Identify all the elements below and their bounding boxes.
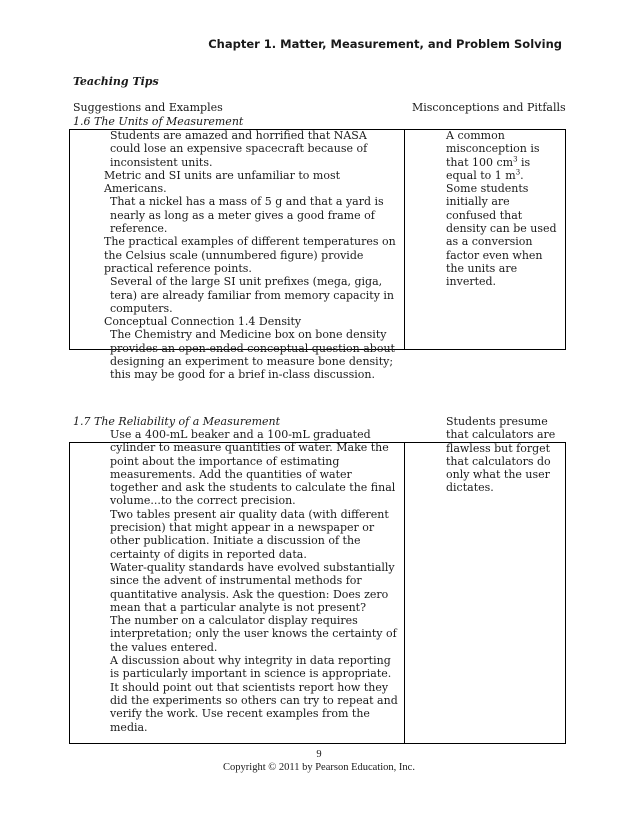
section-title-1-7: 1.7 The Reliability of a Measurement	[73, 415, 281, 428]
pitfall-item: Some students initially are confused that density can be used as a conversion factor even when the units are inverted.	[446, 182, 557, 289]
pitfall-item: Students presume that calculators are flawless but forget that calculators do only what the user dictates.	[446, 415, 556, 495]
suggestion-item: The practical examples of different temperatures on the Celsius scale (unnumbered figure) provide practical reference points.	[104, 235, 396, 275]
column-divider	[404, 443, 405, 743]
column-divider	[404, 130, 405, 349]
copyright-notice: Copyright © 2011 by Pearson Education, Inc.	[223, 762, 415, 773]
suggestion-item: That a nickel has a mass of 5 g and that a yard is nearly as long as a meter gives a good frame of reference.	[110, 195, 384, 236]
column-heading-suggestions: Suggestions and Examples	[73, 101, 223, 114]
chapter-header: Chapter 1. Matter, Measurement, and Problem Solving	[208, 37, 562, 51]
section-title-1-6: 1.6 The Units of Measurement	[73, 115, 244, 128]
pitfall-item: A common misconception is that 100 $cm^3$ is equal to 1 $m^3$.	[446, 129, 540, 182]
suggestion-item: Students are amazed and horrified that NASA could lose an expensive spacecraft because of inconsistent units.	[110, 129, 368, 169]
suggestion-item: Water-quality standards have evolved substantially since the advent of instrumental methods for quantitative analysis. Ask the question: Does zero mean that a particular analyte is not present?	[110, 560, 395, 614]
section-1-7-suggestions	[110, 428, 400, 734]
teaching-tips-heading: Teaching Tips	[73, 75, 159, 88]
section-1-7-pitfalls	[446, 415, 561, 495]
suggestion-item: Use a 400-mL beaker and a 100-mL graduated cylinder to measure quantities of water. Make the point about the importance of estimating measurements. Add the quantities of water together and ask the students to calculate the final volume...to the correct precision.	[110, 428, 396, 508]
section-1-6-suggestions	[104, 129, 400, 382]
suggestion-item: Several of the large SI unit prefixes (mega, giga, tera) are already familiar from memory capacity in computers.	[110, 275, 395, 315]
suggestion-item: The number on a calculator display requires interpretation; only the user knows the certainty of the values entered.	[110, 614, 397, 654]
suggestion-item: Metric and SI units are unfamiliar to most Americans.	[104, 168, 341, 196]
column-heading-misconceptions: Misconceptions and Pitfalls	[412, 101, 566, 114]
suggestion-item: Conceptual Connection 1.4 Density	[104, 315, 302, 329]
section-1-6-pitfalls	[446, 129, 561, 289]
suggestion-item: Two tables present air quality data (with different precision) that might appear in a newspaper or other publication. Initiate a discussion of the certainty of digits in reported data.	[110, 507, 389, 561]
suggestion-item: A discussion about why integrity in data reporting is particularly important in science is appropriate. It should point out that scientists report how they did the experiments so others can try to repeat and verify the work. Use recent examples from the media.	[110, 654, 398, 734]
page-number: 9	[316, 749, 322, 760]
suggestion-item: The Chemistry and Medicine box on bone density provides an open-ended conceptual question about designing an experiment to measure bone density; this may be good for a brief in-class discussion.	[110, 328, 395, 382]
